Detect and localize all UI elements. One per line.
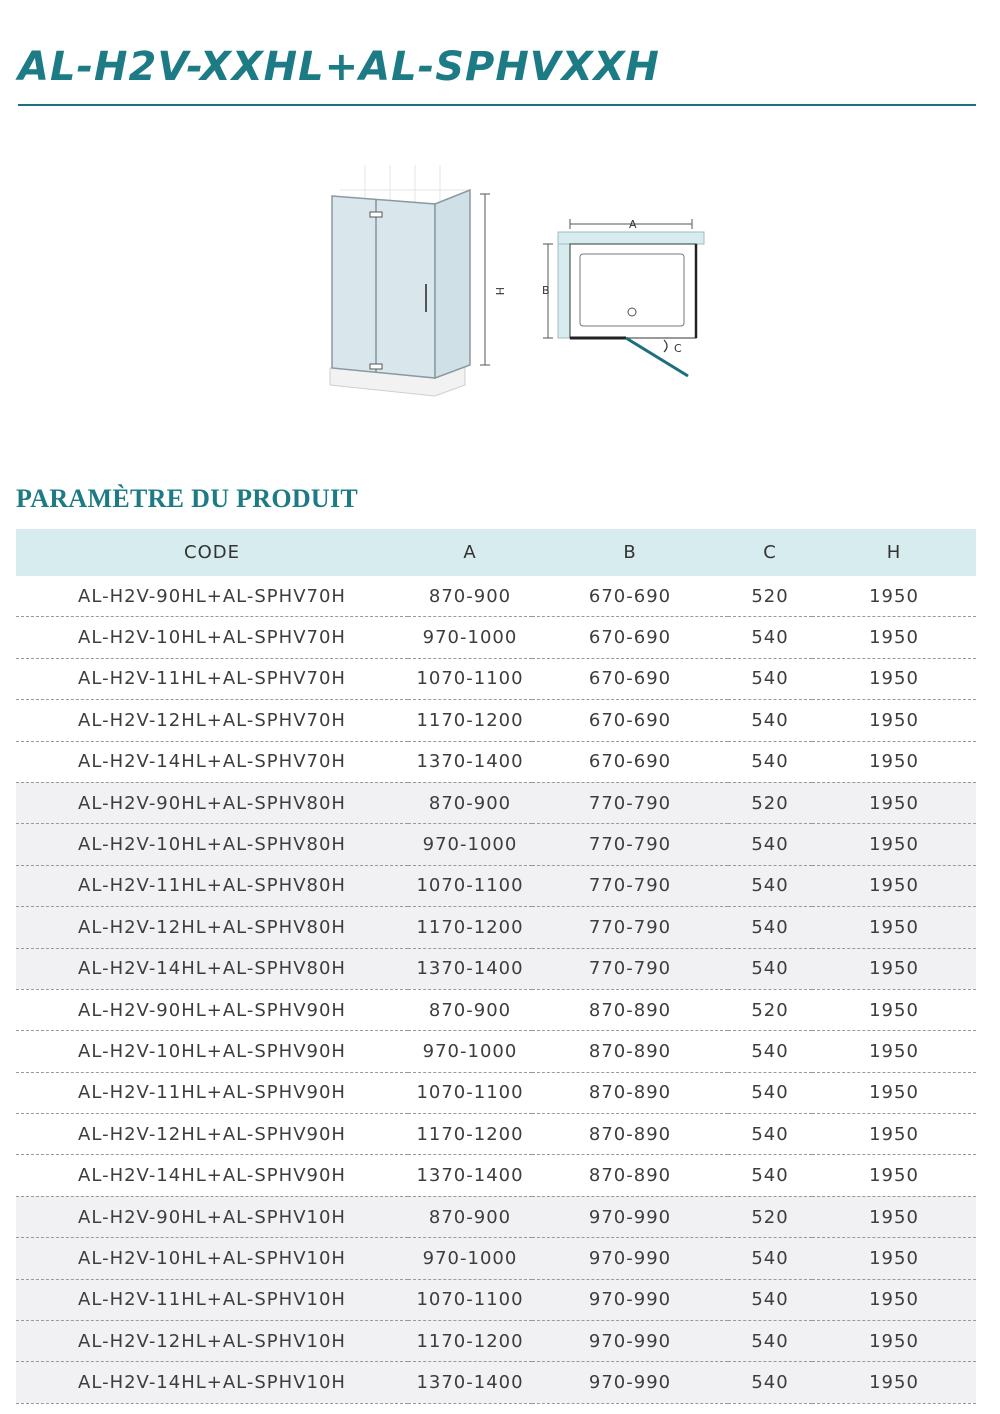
cell-c: 540 — [728, 1279, 812, 1320]
cell-h: 1950 — [812, 907, 976, 948]
cell-c: 540 — [728, 658, 812, 699]
cell-c: 540 — [728, 824, 812, 865]
cell-b: 970-990 — [532, 1238, 728, 1279]
table-header-row — [16, 529, 976, 576]
cell-h: 1950 — [812, 782, 976, 823]
cell-b: 770-790 — [532, 948, 728, 989]
cell-a: 970-1000 — [408, 1238, 532, 1279]
cell-c: 540 — [728, 907, 812, 948]
cell-a: 870-900 — [408, 1196, 532, 1237]
cell-a: 870-900 — [408, 989, 532, 1030]
cell-code: AL-H2V-14HL+AL-SPHV10H — [16, 1362, 408, 1403]
table-row — [16, 865, 976, 906]
table-row — [16, 1072, 976, 1113]
table-row — [16, 948, 976, 989]
cell-h: 1950 — [812, 1196, 976, 1237]
table-row — [16, 1362, 976, 1403]
cell-c: 540 — [728, 1362, 812, 1403]
table-row — [16, 1031, 976, 1072]
cell-c: 540 — [728, 948, 812, 989]
cell-c: 540 — [728, 700, 812, 741]
cell-b: 970-990 — [532, 1321, 728, 1362]
table-row — [16, 617, 976, 658]
cell-a: 970-1000 — [408, 617, 532, 658]
cell-a: 1370-1400 — [408, 1155, 532, 1196]
cell-code: AL-H2V-10HL+AL-SPHV90H — [16, 1031, 408, 1072]
table-row — [16, 1114, 976, 1155]
table-row — [16, 576, 976, 617]
cell-b: 670-690 — [532, 576, 728, 617]
product-parameters-table — [16, 529, 976, 1404]
dimension-label-c: C — [674, 342, 682, 355]
cell-c: 520 — [728, 576, 812, 617]
cell-a: 1370-1400 — [408, 948, 532, 989]
dimension-label-h: H — [493, 287, 506, 296]
table-row — [16, 658, 976, 699]
plan-view-diagram — [540, 210, 710, 380]
cell-h: 1950 — [812, 865, 976, 906]
cell-a: 870-900 — [408, 782, 532, 823]
side-glass — [435, 190, 470, 378]
table-row — [16, 741, 976, 782]
cell-c: 520 — [728, 1196, 812, 1237]
cell-h: 1950 — [812, 948, 976, 989]
cell-b: 970-990 — [532, 1196, 728, 1237]
cell-a: 970-1000 — [408, 1031, 532, 1072]
cell-h: 1950 — [812, 1155, 976, 1196]
cell-code: AL-H2V-14HL+AL-SPHV80H — [16, 948, 408, 989]
header-b: B — [532, 529, 728, 576]
header-code: CODE — [16, 529, 408, 576]
cell-code: AL-H2V-90HL+AL-SPHV80H — [16, 782, 408, 823]
cell-h: 1950 — [812, 989, 976, 1030]
cell-b: 870-890 — [532, 1072, 728, 1113]
cell-code: AL-H2V-14HL+AL-SPHV90H — [16, 1155, 408, 1196]
cell-b: 770-790 — [532, 824, 728, 865]
cell-h: 1950 — [812, 1238, 976, 1279]
cell-a: 1370-1400 — [408, 1362, 532, 1403]
cell-code: AL-H2V-90HL+AL-SPHV10H — [16, 1196, 408, 1237]
cell-code: AL-H2V-11HL+AL-SPHV10H — [16, 1279, 408, 1320]
cell-a: 1070-1100 — [408, 658, 532, 699]
cell-a: 1170-1200 — [408, 700, 532, 741]
cell-a: 1170-1200 — [408, 1321, 532, 1362]
cell-h: 1950 — [812, 576, 976, 617]
cell-code: AL-H2V-90HL+AL-SPHV70H — [16, 576, 408, 617]
cell-a: 1170-1200 — [408, 907, 532, 948]
header-a: A — [408, 529, 532, 576]
dimension-label-b: B — [542, 284, 550, 297]
left-wall — [558, 244, 570, 338]
table-row — [16, 1155, 976, 1196]
header-c: C — [728, 529, 812, 576]
cell-code: AL-H2V-12HL+AL-SPHV10H — [16, 1321, 408, 1362]
drain — [628, 308, 636, 316]
cell-b: 670-690 — [532, 617, 728, 658]
cell-b: 970-990 — [532, 1279, 728, 1320]
cell-c: 540 — [728, 617, 812, 658]
cell-b: 670-690 — [532, 741, 728, 782]
cell-c: 540 — [728, 1031, 812, 1072]
front-glass — [332, 196, 435, 378]
cell-b: 870-890 — [532, 1155, 728, 1196]
cell-code: AL-H2V-90HL+AL-SPHV90H — [16, 989, 408, 1030]
cell-c: 520 — [728, 989, 812, 1030]
cell-code: AL-H2V-10HL+AL-SPHV80H — [16, 824, 408, 865]
header-h: H — [812, 529, 976, 576]
cell-h: 1950 — [812, 824, 976, 865]
cell-a: 1370-1400 — [408, 741, 532, 782]
cell-a: 1070-1100 — [408, 1279, 532, 1320]
cell-b: 870-890 — [532, 1114, 728, 1155]
table-row — [16, 989, 976, 1030]
cell-h: 1950 — [812, 1279, 976, 1320]
cell-b: 770-790 — [532, 907, 728, 948]
table-row — [16, 700, 976, 741]
cell-b: 770-790 — [532, 865, 728, 906]
cell-h: 1950 — [812, 741, 976, 782]
cell-a: 1070-1100 — [408, 1072, 532, 1113]
cell-code: AL-H2V-10HL+AL-SPHV70H — [16, 617, 408, 658]
cell-a: 970-1000 — [408, 824, 532, 865]
cell-h: 1950 — [812, 1321, 976, 1362]
page-title: AL-H2V-XXHL+AL-SPHVXXH — [18, 44, 660, 90]
cell-code: AL-H2V-11HL+AL-SPHV70H — [16, 658, 408, 699]
top-wall — [558, 232, 704, 244]
cell-c: 540 — [728, 1238, 812, 1279]
cell-b: 970-990 — [532, 1362, 728, 1403]
cell-c: 540 — [728, 1114, 812, 1155]
cell-code: AL-H2V-12HL+AL-SPHV80H — [16, 907, 408, 948]
cell-c: 540 — [728, 1072, 812, 1113]
table-row — [16, 1238, 976, 1279]
cell-b: 870-890 — [532, 989, 728, 1030]
cell-h: 1950 — [812, 658, 976, 699]
cell-h: 1950 — [812, 1072, 976, 1113]
cell-code: AL-H2V-12HL+AL-SPHV90H — [16, 1114, 408, 1155]
cell-h: 1950 — [812, 1362, 976, 1403]
cell-c: 540 — [728, 741, 812, 782]
cell-a: 1170-1200 — [408, 1114, 532, 1155]
cell-a: 1070-1100 — [408, 865, 532, 906]
cell-b: 670-690 — [532, 700, 728, 741]
table-row — [16, 1321, 976, 1362]
table-row — [16, 782, 976, 823]
cell-b: 770-790 — [532, 782, 728, 823]
cell-h: 1950 — [812, 1114, 976, 1155]
cell-code: AL-H2V-11HL+AL-SPHV80H — [16, 865, 408, 906]
section-title: PARAMÈTRE DU PRODUIT — [16, 484, 359, 513]
cell-h: 1950 — [812, 700, 976, 741]
cell-c: 520 — [728, 782, 812, 823]
dimension-label-a: A — [629, 218, 637, 231]
table-row — [16, 1279, 976, 1320]
cell-h: 1950 — [812, 1031, 976, 1072]
cell-c: 540 — [728, 1155, 812, 1196]
table-row — [16, 907, 976, 948]
cell-c: 540 — [728, 1321, 812, 1362]
cell-a: 870-900 — [408, 576, 532, 617]
shower-enclosure-illustration — [320, 160, 520, 400]
cell-code: AL-H2V-10HL+AL-SPHV10H — [16, 1238, 408, 1279]
cell-h: 1950 — [812, 617, 976, 658]
cell-code: AL-H2V-14HL+AL-SPHV70H — [16, 741, 408, 782]
cell-c: 540 — [728, 865, 812, 906]
cell-code: AL-H2V-12HL+AL-SPHV70H — [16, 700, 408, 741]
table-row — [16, 824, 976, 865]
cell-b: 870-890 — [532, 1031, 728, 1072]
cell-code: AL-H2V-11HL+AL-SPHV90H — [16, 1072, 408, 1113]
table-row — [16, 1196, 976, 1237]
cell-b: 670-690 — [532, 658, 728, 699]
title-divider — [18, 104, 976, 106]
